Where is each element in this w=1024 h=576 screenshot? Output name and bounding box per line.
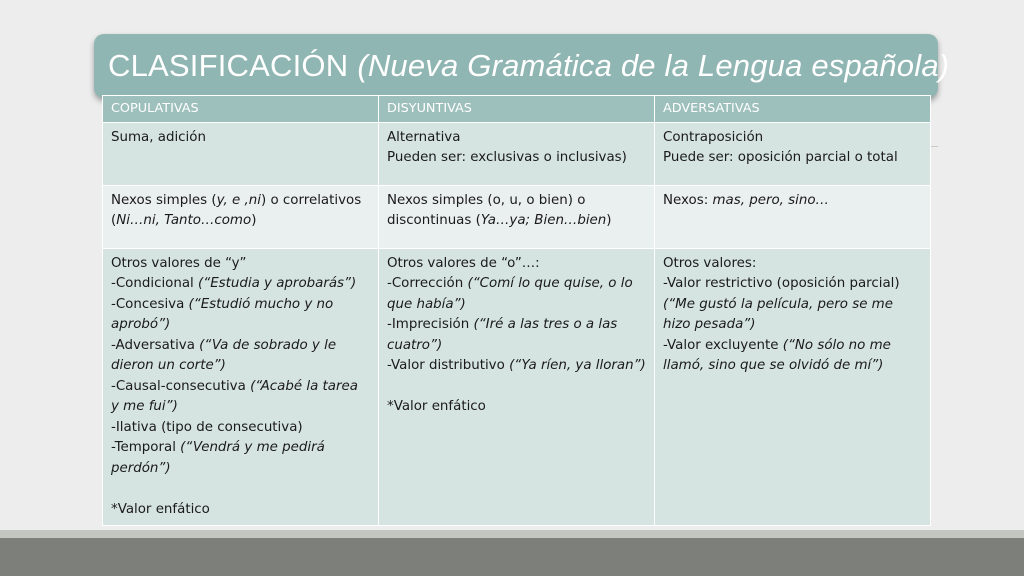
cell-adversativas-valores [655,248,931,526]
text-fragment-italic: (“Acabé la tarea y me fui”) [111,378,358,414]
text-fragment: ) o correlativos ( [111,192,362,228]
text-fragment-italic: Ya…ya; Bien…bien [480,213,607,228]
text-fragment-italic: (“Ya ríen, ya lloran”) [509,358,646,373]
spacer [111,479,370,500]
text-line [387,274,646,315]
text-line [387,356,646,377]
text-fragment-italic: (“Estudia y aprobarás”) [198,276,357,291]
text-fragment: -Imprecisión [387,317,474,332]
text-line: *Valor enfático [111,501,210,517]
text-fragment-italic: y, e ,ni [216,192,261,208]
footer-bar-dark [0,538,1024,576]
cell-copulativas-valores [103,248,379,526]
text-fragment-italic: (“Me gustó la película, pero se me hizo pesada”) [663,296,893,332]
cell-disyuntivas-nexos [379,185,655,248]
text-line [387,254,646,275]
text-fragment: -Valor restrictivo (oposición parcial) [663,276,900,291]
text-fragment: Nexos simples ( [111,192,217,208]
classification-table [102,95,931,526]
cell-adversativas-meaning [655,122,931,185]
cell-copulativas-nexos [103,185,379,248]
text-fragment: Nexos: [663,192,713,208]
text-line: Pueden ser: exclusivas o inclusivas) [387,150,627,165]
text-fragment-italic: (“Comí lo que quise, o lo que había”) [387,276,633,312]
text-fragment: -Valor distributivo [387,358,510,373]
text-fragment: -Corrección [387,276,468,291]
text-line: Puede ser: oposición parcial o total [663,150,898,165]
text-line [111,438,370,479]
text-fragment-italic: (“Vendrá y me pedirá perdón”) [111,440,325,476]
text-fragment-italic: mas, pero, sino… [712,192,829,208]
table-row-nexos [103,185,931,248]
text-fragment: ) [606,213,612,228]
text-line [111,336,370,377]
title-main: CLASIFICACIÓN [108,48,349,83]
text-line: Suma, adición [111,129,206,145]
text-line [111,274,370,295]
text-fragment-italic: (“Estudió mucho y no aprobó”) [111,296,334,332]
text-line [663,274,922,336]
text-fragment: -Causal-consecutiva [111,378,251,394]
header-disyuntivas: DISYUNTIVAS [379,96,655,123]
text-line [387,315,646,356]
text-line: Alternativa [387,129,461,145]
slide-title [94,34,950,98]
text-line: Contraposición [663,129,764,145]
text-line [111,418,370,439]
footer-bar-light [0,530,1024,538]
header-copulativas: COPULATIVAS [103,96,379,123]
text-line [111,377,370,418]
text-fragment: Otros valores de “o”…: [387,255,540,271]
text-fragment: -Adversativa [111,337,200,353]
table-header-row [103,96,931,123]
cell-copulativas-meaning [103,122,379,185]
table-row-meaning [103,122,931,185]
cell-adversativas-nexos [655,185,931,248]
text-line [663,254,922,275]
text-line [663,336,922,377]
spacer [387,377,646,398]
text-fragment: Otros valores: [663,255,757,271]
text-line [111,254,370,275]
cell-disyuntivas-meaning [379,122,655,185]
text-fragment-italic: (“Iré a las tres o a las cuatro”) [387,317,618,353]
text-fragment: -Temporal [111,440,181,455]
table-row-otros-valores [103,248,931,526]
text-line: *Valor enfático [387,399,486,414]
text-fragment: -Concesiva [111,296,189,312]
header-adversativas: ADVERSATIVAS [655,96,931,123]
text-fragment-italic: Ni…ni, Tanto…como [116,213,252,228]
text-fragment: -Condicional [111,276,199,291]
text-line [111,295,370,336]
title-subtitle: (Nueva Gramática de la Lengua española) [357,48,950,83]
text-fragment: ) [251,213,257,228]
text-fragment: -Ilativa (tipo de consecutiva) [111,419,303,435]
text-fragment-italic: (“No sólo no me llamó, sino que se olvidó de mí”) [663,337,891,373]
text-fragment: Nexos simples (o, u, o bien) o discontinuas ( [387,192,586,228]
text-fragment-italic: (“Va de sobrado y le dieron un corte”) [111,337,337,373]
text-fragment: Otros valores de “y” [111,255,247,271]
cell-disyuntivas-valores [379,248,655,526]
text-fragment: -Valor excluyente [663,337,783,353]
